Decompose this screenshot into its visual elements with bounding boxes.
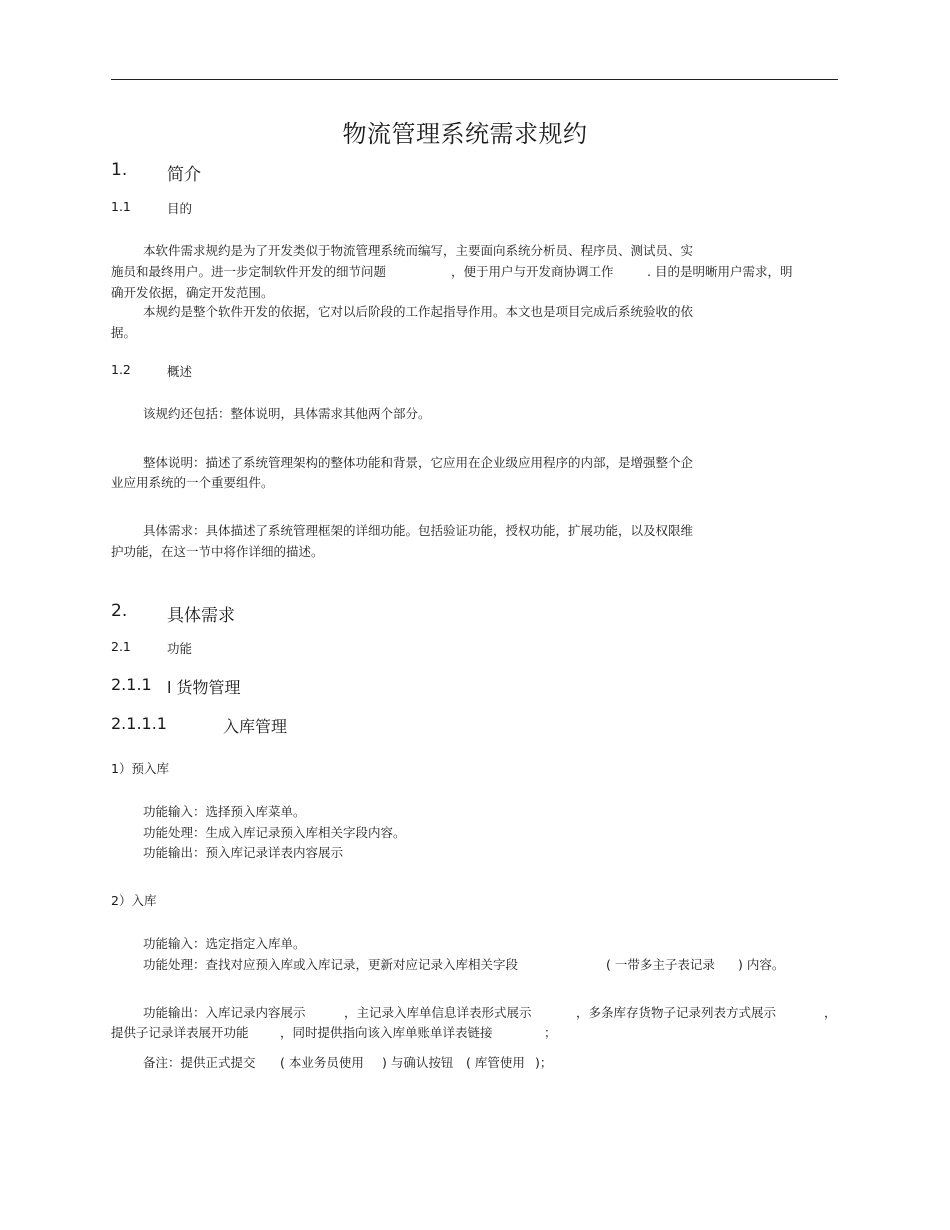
- in-process-a: 功能处理：查找对应预入库或入库记录，更新对应记录入库相关字段: [143, 957, 519, 972]
- section-2-number: 2.: [111, 601, 128, 621]
- overview-para-3-line-2: 护功能，在这一节中将作详细的描述。: [111, 544, 324, 559]
- header-rule: [111, 79, 838, 80]
- section-1-1-number: 1.1: [111, 199, 131, 214]
- overview-para-1: 该规约还包括：整体说明，具体需求其他两个部分。: [143, 406, 431, 421]
- section-1-heading: 简介: [167, 165, 201, 185]
- in-process-c: ) 内容。: [738, 957, 785, 972]
- purpose-line-1: 本软件需求规约是为了开发类似于物流管理系统而编写，主要面向系统分析员、程序员、测试员、实: [143, 243, 694, 258]
- in-note-b: ( 本业务员使用: [280, 1055, 364, 1070]
- purpose-para-2-line-2: 据。: [111, 325, 137, 340]
- in-note-a: 备注：提供正式提交: [143, 1055, 256, 1070]
- section-1-1-heading: 目的: [167, 201, 193, 216]
- in-output-line-1c: ，多条库存货物子记录列表方式展示: [576, 1005, 777, 1020]
- purpose-line-2a: 施员和最终用户。进一步定制软件开发的细节问题: [111, 264, 387, 279]
- section-2-1-number: 2.1: [111, 639, 131, 654]
- in-output-line-1a: 功能输出：入库记录内容展示: [143, 1005, 306, 1020]
- section-1-number: 1.: [111, 160, 128, 180]
- section-2-1-1-number: 2.1.1: [111, 675, 152, 694]
- overview-para-2-line-1: 整体说明：描述了系统管理架构的整体功能和背景，它应用在企业级应用程序的内部，是增强整个企: [143, 455, 694, 470]
- purpose-line-3: 确开发依据，确定开发范围。: [111, 285, 274, 300]
- section-1-2-heading: 概述: [167, 364, 193, 379]
- in-output-line-1d: ，: [824, 1005, 837, 1020]
- in-heading: 2）入库: [111, 893, 157, 908]
- in-process-b: ( 一带多主子表记录: [606, 957, 715, 972]
- pre-in-input: 功能输入：选择预入库菜单。: [143, 804, 306, 819]
- in-output-line-2a: 提供子记录详表展开功能: [111, 1025, 249, 1040]
- section-1-2-number: 1.2: [111, 362, 131, 377]
- in-note-e: )；: [535, 1055, 553, 1070]
- purpose-line-2c: . 目的是明晰用户需求，明: [647, 264, 793, 279]
- in-output-line-2c: ；: [544, 1025, 557, 1040]
- section-2-heading: 具体需求: [167, 606, 235, 626]
- pre-in-process: 功能处理：生成入库记录预入库相关字段内容。: [143, 825, 406, 840]
- in-note-c: ) 与确认按钮: [382, 1055, 454, 1070]
- overview-para-2-line-2: 业应用系统的一个重要组件。: [111, 475, 274, 490]
- purpose-para-2-line-1: 本规约是整个软件开发的依据，它对以后阶段的工作起指导作用。本文也是项目完成后系统验收的依: [143, 304, 694, 319]
- in-note-d: ( 库管使用: [466, 1055, 525, 1070]
- section-2-1-heading: 功能: [167, 641, 193, 656]
- in-output-line-2b: ，同时提供指向该入库单账单详表链接: [280, 1025, 493, 1040]
- section-2-1-1-1-number: 2.1.1.1: [111, 714, 167, 733]
- in-output-line-1b: ，主记录入库单信息详表形式展示: [344, 1005, 532, 1020]
- section-2-1-1-1-heading: 入库管理: [223, 717, 288, 736]
- in-input: 功能输入：选定指定入库单。: [143, 936, 306, 951]
- pre-in-output: 功能输出：预入库记录详表内容展示: [143, 845, 344, 860]
- pre-in-heading: 1）预入库: [111, 761, 169, 776]
- document-title: 物流管理系统需求规约: [342, 120, 588, 148]
- overview-para-3-line-1: 具体需求：具体描述了系统管理框架的详细功能。包括验证功能，授权功能，扩展功能，以及权限维: [143, 523, 694, 538]
- section-2-1-1-heading: l 货物管理: [167, 678, 241, 697]
- purpose-line-2b: ，便于用户与开发商协调工作: [451, 264, 614, 279]
